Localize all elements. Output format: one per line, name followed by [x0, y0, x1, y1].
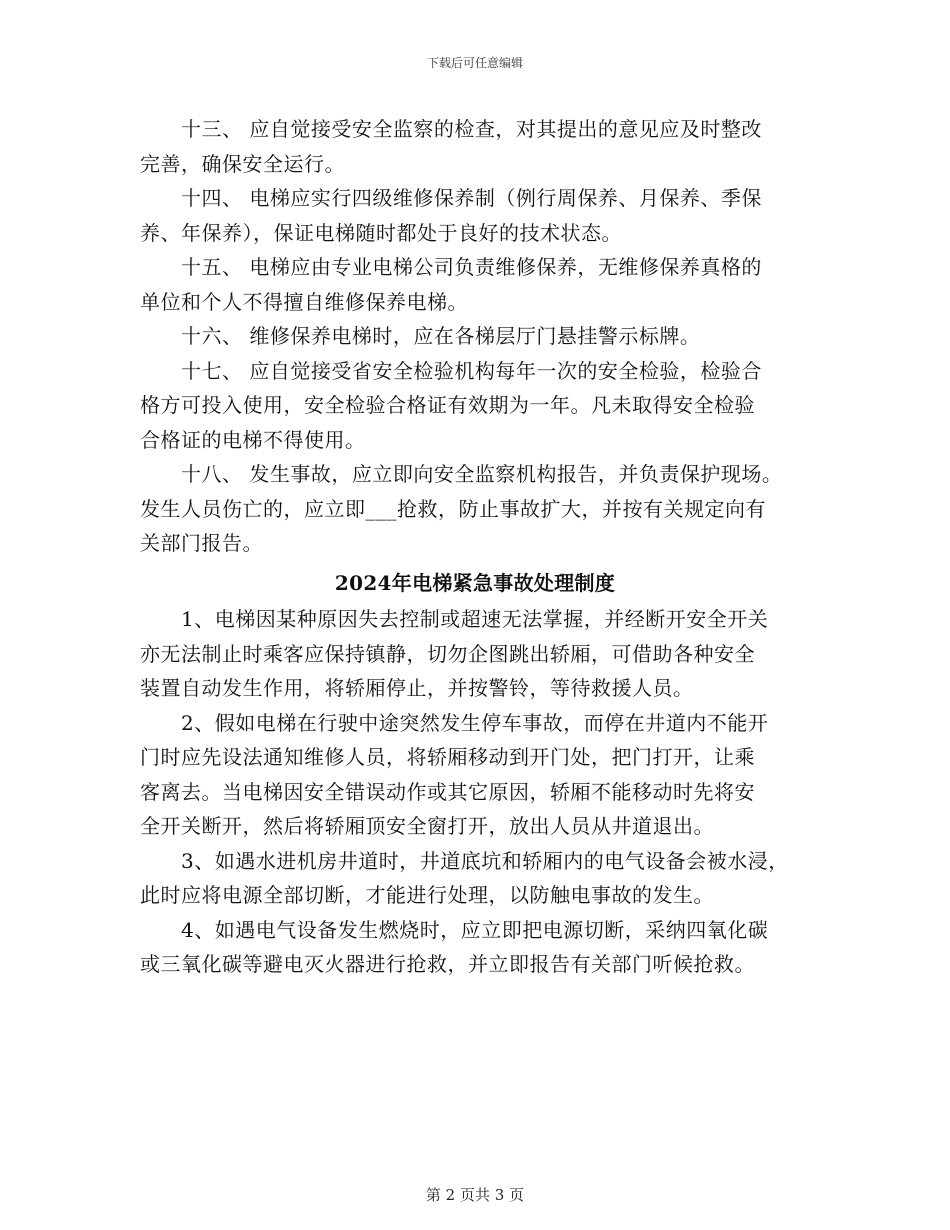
paragraph-rule-1: 1、电梯因某种原因失去控制或超速无法掌握，并经断开安全开关 亦无法制止时乘客应保持镇静，切勿企图跳出轿厢，可借助各种安全 装置自动发生作用，将轿厢停止，并按警铃，等待救援人员。: [140, 607, 769, 700]
paragraph-18: 十八、 发生事故，应立即向安全监察机构报告，并负责保护现场。 发生人员伤亡的，应立即___抢救，防止事故扩大，并按有关规定向有 关部门报告。: [140, 462, 783, 555]
paragraph-13: 十三、 应自觉接受安全监察的检查，对其提出的意见应及时整改 完善，确保安全运行。: [140, 117, 762, 176]
paragraph-16: 十六、 维修保养电梯时，应在各梯层厅门悬挂警示标牌。: [140, 324, 701, 348]
paragraph-15: 十五、 电梯应由专业电梯公司负责维修保养，无维修保养真格的 单位和个人不得擅自维修保养电梯。: [140, 255, 762, 314]
section-title: 2024年电梯紧急事故处理制度: [334, 570, 616, 595]
paragraph-14: 十四、 电梯应实行四级维修保养制（例行周保养、月保养、季保 养、年保养），保证电梯随时都处于良好的技术状态。: [140, 186, 762, 245]
paragraph-rule-2: 2、假如电梯在行驶中途突然发生停车事故，而停在井道内不能开 门时应先设法通知维修人员，将轿厢移动到开门处，把门打开，让乘 客离去。当电梯因安全错误动作或其它原因，轿厢不能移动时先将安 全开关断开，然后将轿厢顶安全窗打开，放出人员从井道退出。: [140, 710, 769, 838]
paragraph-rule-4: 4、如遇电气设备发生燃烧时，应立即把电源切断，采纳四氧化碳 或三氧化碳等避电灭火器进行抢救，并立即报告有关部门听候抢救。: [140, 917, 769, 976]
page-header: 下载后可任意编辑: [426, 56, 523, 70]
document-body: [140, 112, 810, 982]
paragraph-rule-3: 3、如遇水进机房井道时，井道底坑和轿厢内的电气设备会被水浸， 此时应将电源全部切断，才能进行处理，以防触电事故的发生。: [140, 848, 789, 907]
page-footer: 第 2 页共 3 页: [425, 1186, 525, 1204]
paragraph-17: 十七、 应自觉接受省安全检验机构每年一次的安全检验，检验合 格方可投入使用，安全检验合格证有效期为一年。凡未取得安全检验 合格证的电梯不得使用。: [140, 358, 762, 452]
